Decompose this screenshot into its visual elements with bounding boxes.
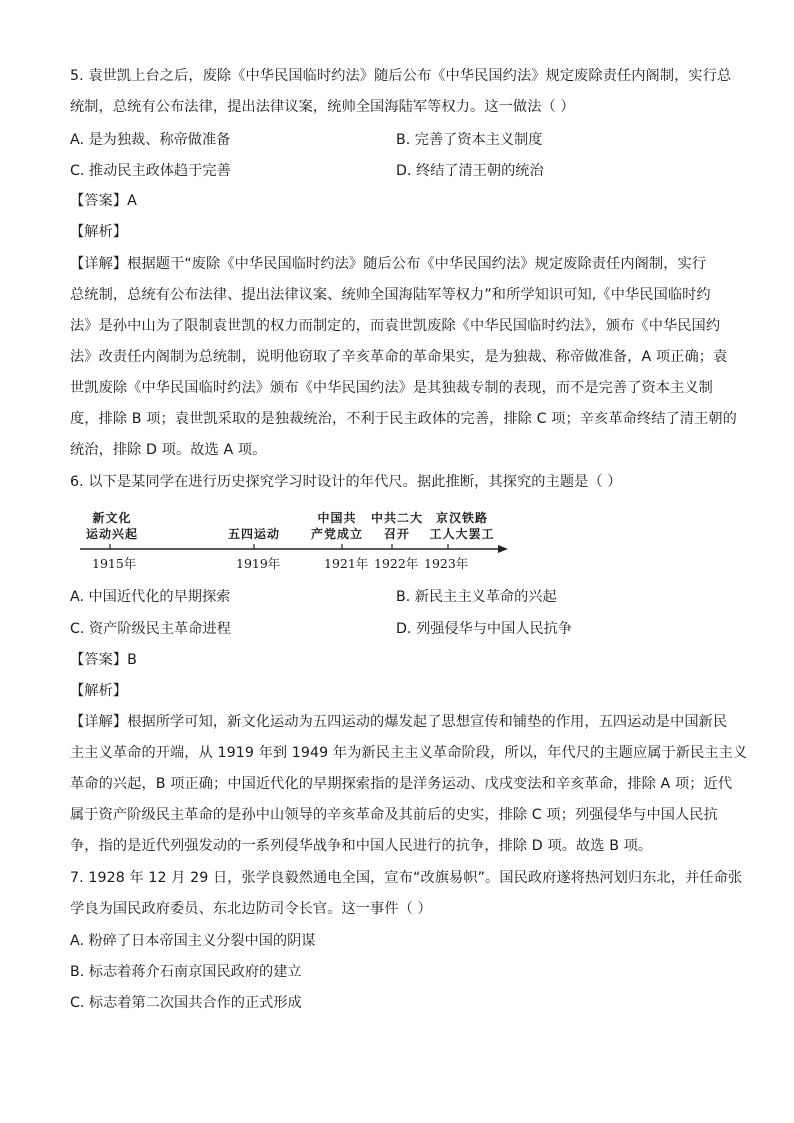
timeline-label-5 (422, 510, 502, 542)
q5-detail-line-4: 法》改责任内阁制为总统制，说明他窃取了辛亥革命的革命果实，是为独裁、称帝做准备，A 项正确；袁 (70, 349, 728, 365)
q5-answer: 【答案】A (70, 193, 137, 209)
timeline-figure (80, 508, 510, 578)
q6-detail-line-3: 革命的兴起，B 项正确；中国近代化的早期探索指的是洋务运动、戊戌变法和辛亥革命，排除 A 项；近代 (70, 776, 733, 792)
timeline-label-3-line-1: 中国共 (317, 511, 357, 525)
timeline-label-2-line-1: 五四运动 (227, 527, 280, 541)
q5-detail-line-5: 世凯废除《中华民国临时约法》颁布《中华民国约法》是其独裁专制的表现，而不是完善了资本主义制 (70, 380, 713, 396)
timeline-label-1 (82, 510, 142, 542)
q7-stem-line-2: 学良为国民政府委员、东北边防司令长官。这一事件（ ） (70, 901, 432, 917)
q5-stem-line-2: 统制，总统有公布法律，提出法律议案，统帅全国海陆军等权力。这一做法（ ） (70, 99, 575, 115)
timeline-label-4 (366, 510, 428, 542)
q5-option-d: D. 终结了清王朝的统治 (396, 163, 544, 179)
timeline-year-5: 1923年 (424, 556, 469, 571)
timeline-label-1-line-1: 新文化 (92, 511, 132, 525)
timeline-label-3 (306, 510, 368, 542)
q7-option-c: C. 标志着第二次国共合作的正式形成 (70, 995, 302, 1011)
q6-stem: 6. 以下是某同学在进行历史探究学习时设计的年代尺。据此推断，其探究的主题是（ ） (70, 474, 622, 490)
q5-detail-line-6: 度，排除 B 项；袁世凯采取的是独裁统治，不利于民主政体的完善，排除 C 项；辛亥革命终结了清王朝的 (70, 411, 737, 427)
q5-stem-line-1: 5. 袁世凯上台之后，废除《中华民国临时约法》随后公布《中华民国约法》规定废除责任内阁制，实行总 (70, 68, 732, 84)
timeline-year-4: 1922年 (374, 556, 419, 571)
q6-detail-line-1: 【详解】根据所学可知，新文化运动为五四运动的爆发起了思想宣传和铺垫的作用，五四运动是中国新民 (70, 714, 728, 730)
timeline-label-2 (222, 526, 286, 542)
q5-detail-line-1: 【详解】根据题干“废除《中华民国临时约法》随后公布《中华民国约法》规定废除责任内阁制，实行 (70, 256, 707, 272)
timeline-label-3-line-2: 产党成立 (310, 527, 363, 541)
timeline-axis (80, 544, 510, 554)
timeline-year-2: 1919年 (236, 556, 281, 571)
q6-option-c: C. 资产阶级民主革命进程 (70, 621, 231, 637)
timeline-year-3: 1921年 (324, 556, 369, 571)
q5-analysis-heading: 【解析】 (70, 224, 128, 240)
timeline-label-5-line-1: 京汉铁路 (435, 511, 488, 525)
q6-answer: 【答案】B (70, 652, 137, 668)
timeline-year-1: 1915年 (92, 556, 137, 571)
q6-option-d: D. 列强侵华与中国人民抗争 (396, 621, 573, 637)
q5-option-c: C. 推动民主政体趋于完善 (70, 163, 231, 179)
q6-option-a: A. 中国近代化的早期探索 (70, 589, 231, 605)
q5-detail-line-7: 统治，排除 D 项。故选 A 项。 (70, 442, 267, 458)
q7-stem-line-1: 7. 1928 年 12 月 29 日，张学良毅然通电全国，宣布“改旗易帜”。国民政府遂将热河划归东北，并任命张 (70, 870, 743, 886)
q7-option-b: B. 标志着蒋介石南京国民政府的建立 (70, 964, 302, 980)
timeline-label-5-line-2: 工人大罢工 (429, 527, 495, 541)
q5-option-a: A. 是为独裁、称帝做准备 (70, 132, 231, 148)
q7-option-a: A. 粉碎了日本帝国主义分裂中国的阴谋 (70, 933, 316, 949)
q5-detail-line-3: 法》是孙中山为了限制袁世凯的权力而制定的，而袁世凯废除《中华民国临时约法》，颁布《中华民国约 (70, 318, 721, 334)
q5-option-b: B. 完善了资本主义制度 (396, 132, 543, 148)
q6-detail-line-4: 属于资产阶级民主革命的是孙中山领导的辛亥革命及其前后的史实，排除 C 项；列强侵华与中国人民抗 (70, 807, 718, 823)
q6-detail-line-5: 争，指的是近代列强发动的一系列侵华战争和中国人民进行的抗争，排除 D 项。故选 B 项。 (70, 838, 653, 854)
timeline-label-1-line-2: 运动兴起 (85, 527, 138, 541)
q6-detail-line-2: 主主义革命的开端，从 1919 年到 1949 年为新民主主义革命阶段，所以，年代尺的主题应属于新民主主义 (70, 745, 748, 761)
timeline-label-4-line-2: 召开 (383, 527, 410, 541)
q5-detail-line-2: 总统制，总统有公布法律、提出法律议案、统帅全国海陆军等权力”和所学知识可知,《中华民国临时约 (70, 287, 711, 303)
q6-option-b: B. 新民主主义革命的兴起 (396, 589, 557, 605)
timeline-label-4-line-1: 中共二大 (370, 511, 423, 525)
q6-analysis-heading: 【解析】 (70, 683, 128, 699)
